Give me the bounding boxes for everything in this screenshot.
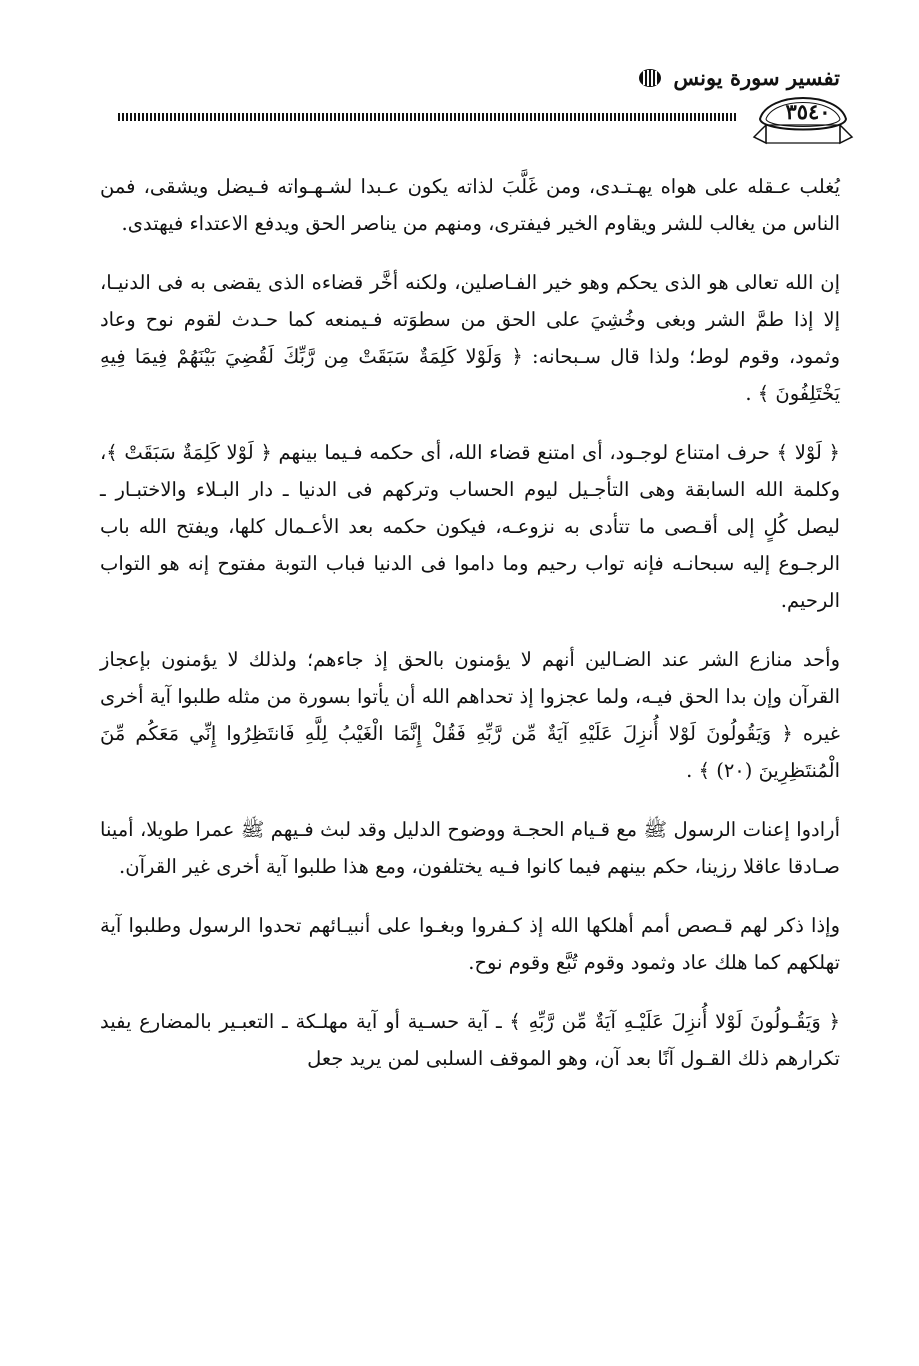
header-rule — [118, 113, 738, 121]
paragraph: ﴿ لَوْلا ﴾ حرف امتناع لوجـود، أى امتنع قضاء الله، أى حكمه فـيما بينهم ﴿ لَوْلا كَلِمَةٌ سَبَقَتْ ﴾، وكلمة الله السابقة وهى التأجـيل ليوم الحساب وتركهم فى الدنيا ـ دار البـلاء والاختبـار ـ ليصل كُلٍ إلى أقـصى ما تتأدى به نزوعـه، فيكون حكمه بعد الأعـمال كلها، ويفتح الله باب الرجـوع إليه سبحانـه فإنه تواب رحيم وما داموا فى الدنيا فباب التوبة مفتوح إنه هو التواب الرحيم. — [100, 441, 840, 612]
page-header — [100, 55, 840, 135]
paragraph: إن الله تعالى هو الذى يحكم وهو خير الفـاصلين، ولكنه أخَّر قضاءه الذى يقضى به فى الدنيـا، إلا إذا طمَّ الشر وبغى وخُشِيَ على الحق من سطوَته فـيمنعه كما حـدث لقوم نوح وعاد وثمود، وقوم لوط؛ ولذا قال سـبحانه: ﴿ وَلَوْلا كَلِمَةٌ سَبَقَتْ مِن رَّبِّكَ لَقُضِيَ بَيْنَهُمْ فِيمَا فِيهِ يَخْتَلِفُونَ ﴾ . — [100, 271, 840, 405]
paragraph: ﴿ وَيَقُـولُونَ لَوْلا أُنزِلَ عَلَيْـهِ آيَةٌ مِّن رَّبِّهِ ﴾ ـ آية حسـية أو آية مهلـكة ـ التعبـير بالمضارع يفيد تكرارهم ذلك القـول آنًا بعد آن، وهو الموقف السلبى لمن يريد جعل — [100, 1010, 840, 1070]
surah-title: تفسير سورة يونس — [673, 65, 840, 90]
paragraph: أرادوا إعنات الرسول ﷺ مع قـيام الحجـة ووضوح الدليل وقد لبث فـيهم ﷺ عمرا طويلا، أمينا صـادقا عاقلا رزينا، حكم بينهم فيما كانوا فـيه يختلفون، ومع هذا طلبوا آية أخرى غير القرآن. — [100, 818, 840, 878]
paragraph: يُغلب عـقله على هواه يهـتـدى، ومن غَلَّبَ لذاته يكون عـبدا لشـهـواته فـيضل ويشقى، فمن الناس من يغالب للشر ويقاوم الخير فيفترى، ومنهم من يناصر الحق ويدفع الاعتداء فيهتدى. — [100, 175, 840, 235]
ornament-icon — [637, 67, 663, 89]
paragraph: وإذا ذكر لهم قـصص أمم أهلكها الله إذ كـفروا وبغـوا على أنبيـائهم تحدوا الرسول وطلبوا آية تهلكهم كما هلك عاد وثمود وقوم تُبَّع وقوم نوح. — [100, 914, 840, 974]
body-text — [100, 168, 840, 1099]
page-number: ٣٥٤٠ — [785, 99, 831, 124]
paragraph: وأحد منازع الشر عند الضـالين أنهم لا يؤمنون بالحق إذ جاءهم؛ ولذلك لا يؤمنون بإعجاز القرآن وإن بدا الحق فيـه، ولما عجزوا إذ تحداهم الله أن يأتوا بسورة من مثله طلبوا آية أخرى غيره ﴿ وَيَقُولُونَ لَوْلا أُنزِلَ عَلَيْهِ آيَةٌ مِّن رَّبِّهِ فَقُلْ إِنَّمَا الْغَيْبُ لِلَّهِ فَانتَظِرُوا إِنِّي مَعَكُم مِّنَ الْمُنتَظِرِينَ (٢٠) ﴾ . — [100, 648, 840, 782]
